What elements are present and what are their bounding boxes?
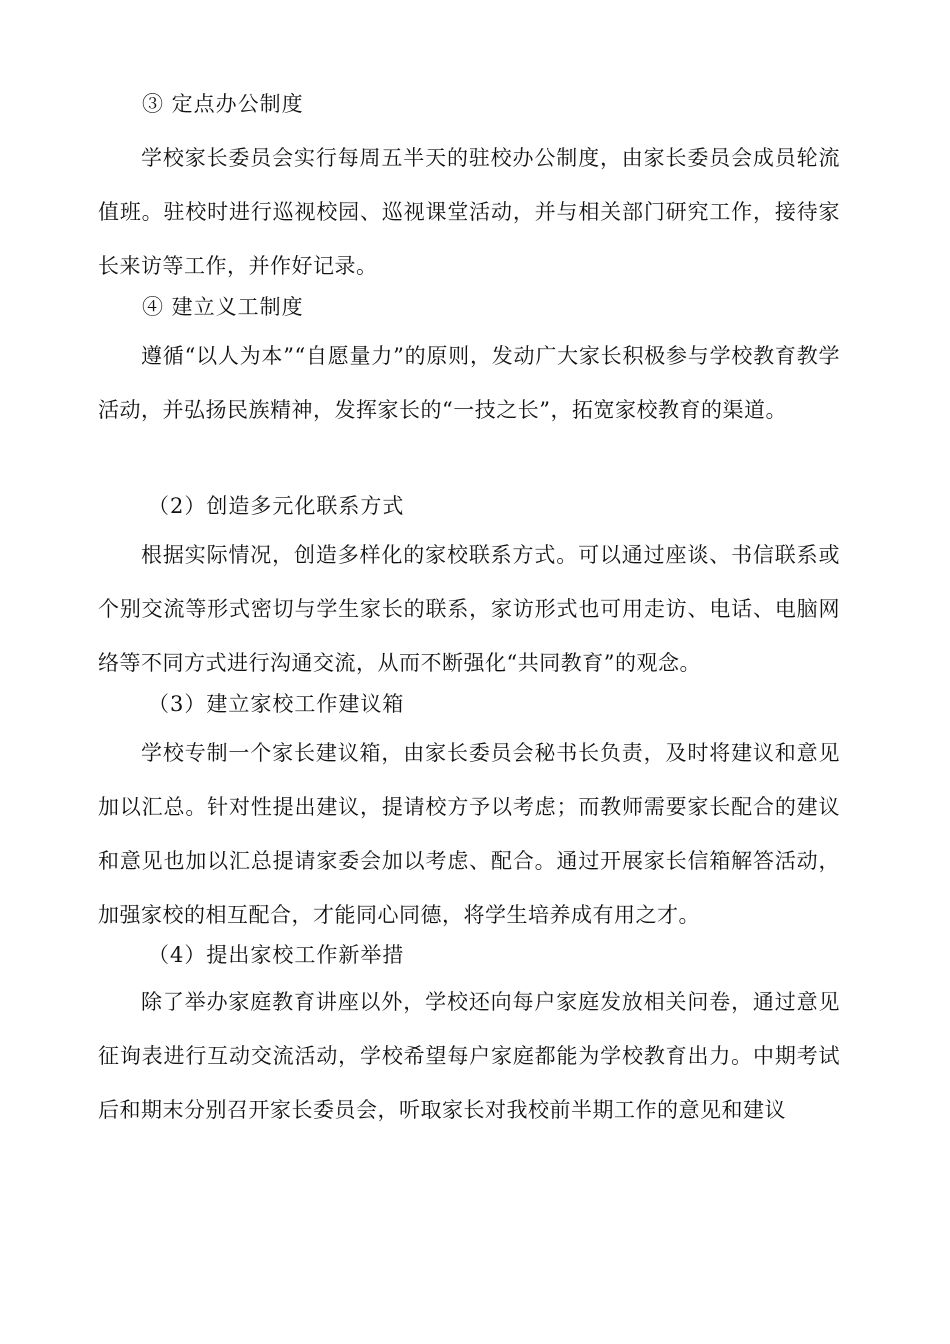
- paragraph-fixed-office: 学校家长委员会实行每周五半天的驻校办公制度，由家长委员会成员轮流值班。驻校时进行巡视校园、巡视课堂活动，并与相关部门研究工作，接待家长来访等工作，并作好记录。: [98, 146, 840, 278]
- section-heading-contact-methods: （2）创造多元化联系方式: [148, 494, 405, 518]
- paragraph-contact-methods: 根据实际情况，创造多样化的家校联系方式。可以通过座谈、书信联系或个别交流等形式密切与学生家长的联系，家访形式也可用走访、电话、电脑网络等不同方式进行沟通交流，从而不断强化“共同教育”的观念。: [98, 543, 840, 675]
- section-heading-suggestion-box: （3）建立家校工作建议箱: [148, 692, 405, 716]
- paragraph-new-measures: 除了举办家庭教育讲座以外，学校还向每户家庭发放相关问卷，通过意见征询表进行互动交流活动，学校希望每户家庭都能为学校教育出力。中期考试后和期末分别召开家长委员会，听取家长对我校前半期工作的意见和建议: [98, 990, 840, 1122]
- section-heading-volunteer: ④ 建立义工制度: [142, 295, 304, 319]
- section-heading-fixed-office: ③ 定点办公制度: [142, 92, 304, 116]
- section-heading-new-measures: （4）提出家校工作新举措: [148, 943, 405, 967]
- paragraph-suggestion-box: 学校专制一个家长建议箱，由家长委员会秘书长负责，及时将建议和意见加以汇总。针对性提出建议，提请校方予以考虑；而教师需要家长配合的建议和意见也加以汇总提请家委会加以考虑、配合。通过开展家长信箱解答活动，加强家校的相互配合，才能同心同德，将学生培养成有用之才。: [98, 741, 840, 927]
- paragraph-volunteer: 遵循“以人为本”“自愿量力”的原则，发动广大家长积极参与学校教育教学活动，并弘扬民族精神，发挥家长的“一技之长”，拓宽家校教育的渠道。: [98, 344, 840, 422]
